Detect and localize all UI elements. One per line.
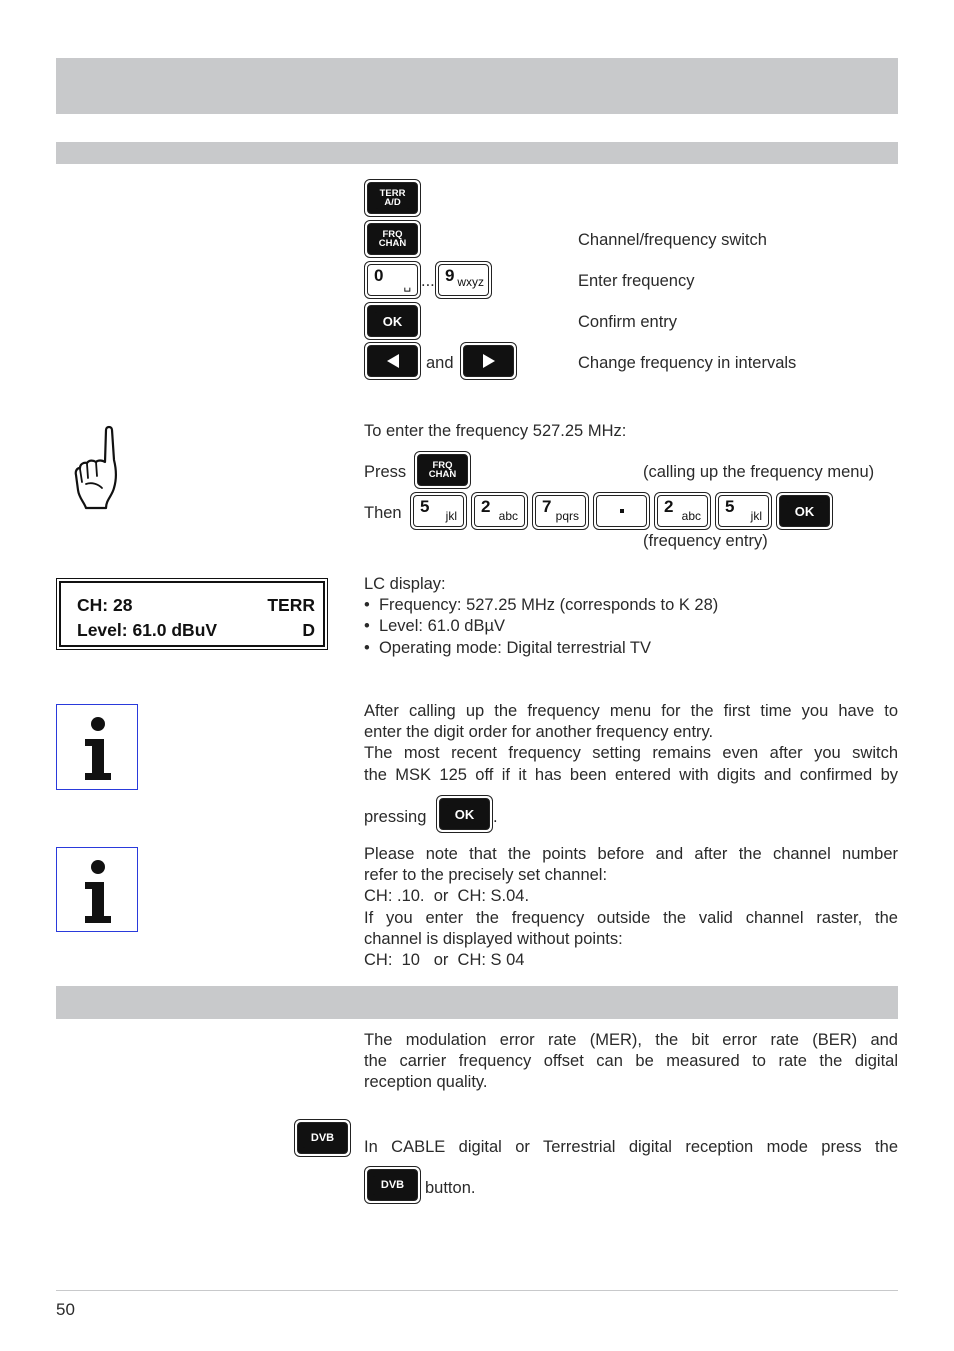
section-bar-quality	[56, 986, 898, 1019]
info1-paragraph	[364, 701, 898, 786]
lc-bullet: • Frequency: 527.25 MHz (corresponds to K 28)	[364, 596, 719, 614]
seq-letters: jkl	[750, 509, 762, 523]
quality-paragraph	[364, 1030, 898, 1094]
quality-line: The modulation error rate (MER), the bit error rate (BER) and	[364, 1031, 898, 1049]
info-i-icon	[57, 705, 139, 791]
entry-note: (frequency entry)	[643, 532, 768, 550]
frq-chan-key-label: FRQ CHAN	[375, 228, 410, 250]
info2-paragraph	[364, 844, 898, 971]
info1-line: The most recent frequency setting remains even after you switch	[364, 744, 898, 763]
info2-line: channel is displayed without points:	[364, 929, 623, 948]
page-number: 50	[56, 1300, 75, 1319]
sequence-key-7	[532, 492, 589, 530]
example-frq-chan-key	[414, 451, 471, 489]
sequence-key-2b	[654, 492, 711, 530]
dvb-key-inline-label: DVB	[373, 1176, 412, 1195]
seq-digit: 5	[420, 497, 430, 516]
button-word: button.	[425, 1179, 476, 1197]
digit-0-letters: ␣	[403, 278, 411, 292]
lc-bullet-text: Frequency: 527.25 MHz (corresponds to K 28)	[378, 596, 719, 614]
info1-line: After calling up the frequency menu for the first time you have to	[364, 702, 898, 720]
arrow-right-icon	[483, 354, 495, 368]
ok-key-label: OK	[375, 312, 411, 331]
press-note: (calling up the frequency menu)	[643, 463, 875, 481]
lc-bullet-text: Operating mode: Digital terrestrial TV	[378, 639, 652, 657]
point-icon	[620, 509, 624, 513]
info-i-icon	[57, 848, 139, 933]
info1-line: the MSK 125 off if it has been entered with digits and confirmed by	[364, 765, 898, 784]
lc-display-graphic	[56, 578, 328, 650]
header-bar	[56, 58, 898, 114]
footer-rule	[56, 1290, 898, 1291]
info2-line: CH: .10. or CH: S.04.	[364, 887, 530, 906]
sequence-key-5	[410, 492, 467, 530]
arrow-left-icon	[387, 354, 399, 368]
desc-change-intervals: Change frequency in intervals	[578, 354, 797, 372]
frq-chan-key	[364, 220, 421, 258]
pointing-hand-icon	[72, 424, 124, 514]
dvb-instruction	[364, 1137, 898, 1158]
dvb-instruction-line: In CABLE digital or Terrestrial digital reception mode press the	[364, 1138, 898, 1156]
desc-channel-switch: Channel/frequency switch	[578, 231, 767, 249]
info-icon	[56, 847, 138, 932]
info-ok-label: OK	[447, 805, 483, 824]
terr-ad-key	[364, 179, 421, 217]
sequence-key-5b	[715, 492, 772, 530]
dvb-key-margin	[294, 1119, 351, 1157]
lc-bullet: • Level: 61.0 dBµV	[364, 617, 505, 635]
lc-bullet-text: Level: 61.0 dBµV	[378, 617, 505, 635]
example-frq-chan-label: FRQ CHAN	[425, 459, 460, 481]
left-arrow-key	[364, 342, 421, 380]
info-ok-key	[436, 795, 493, 833]
sequence-ok-label: OK	[787, 502, 823, 521]
lc-display-title: LC display:	[364, 575, 446, 593]
digit-0-key	[364, 261, 421, 299]
info2-line: If you enter the frequency outside the valid channel raster, the	[364, 908, 898, 927]
lcd-mode: TERR	[267, 595, 315, 615]
right-arrow-key	[460, 342, 517, 380]
digit-0-number: 0	[374, 266, 384, 285]
seq-letters: abc	[498, 509, 518, 523]
ok-key	[364, 302, 421, 340]
lcd-level: Level: 61.0 dBuV	[77, 620, 218, 640]
dvb-key-inline	[364, 1166, 421, 1204]
then-label: Then	[364, 504, 402, 522]
press-label: Press	[364, 463, 407, 481]
quality-line: reception quality.	[364, 1073, 488, 1092]
dvb-key-label: DVB	[303, 1129, 342, 1148]
sequence-ok-key	[776, 492, 833, 530]
digit-9-number: 9	[445, 266, 455, 285]
seq-letters: jkl	[445, 509, 457, 523]
quality-line: the carrier frequency offset can be measured to rate the digital	[364, 1052, 898, 1071]
example-intro: To enter the frequency 527.25 MHz:	[364, 422, 627, 440]
seq-letters: pqrs	[555, 509, 579, 523]
info2-line: Please note that the points before and after the channel number	[364, 845, 898, 863]
digit-9-key	[435, 261, 492, 299]
info2-line: CH: 10 or CH: S 04	[364, 951, 525, 970]
range-ellipsis: ...	[421, 272, 435, 290]
lcd-mode-sub: D	[302, 620, 315, 640]
info2-line: refer to the precisely set channel:	[364, 866, 608, 885]
seq-digit: 5	[725, 497, 735, 516]
seq-digit: 2	[481, 497, 491, 516]
seq-digit: 2	[664, 497, 674, 516]
lc-bullet: • Operating mode: Digital terrestrial TV	[364, 639, 652, 657]
info-icon	[56, 704, 138, 790]
terr-ad-key-label: TERR A/D	[376, 187, 410, 209]
sequence-key-2	[471, 492, 528, 530]
desc-confirm-entry: Confirm entry	[578, 313, 678, 331]
lcd-channel: CH: 28	[77, 595, 133, 615]
pressing-period: .	[493, 808, 498, 826]
pressing-label: pressing	[364, 808, 427, 826]
digit-9-letters: wxyz	[457, 275, 484, 289]
sequence-key-point	[593, 492, 650, 530]
seq-digit: 7	[542, 497, 552, 516]
and-label: and	[426, 354, 454, 372]
seq-letters: abc	[681, 509, 701, 523]
info1-line: enter the digit order for another frequency entry.	[364, 723, 714, 742]
section-bar	[56, 142, 898, 164]
desc-enter-frequency: Enter frequency	[578, 272, 695, 290]
